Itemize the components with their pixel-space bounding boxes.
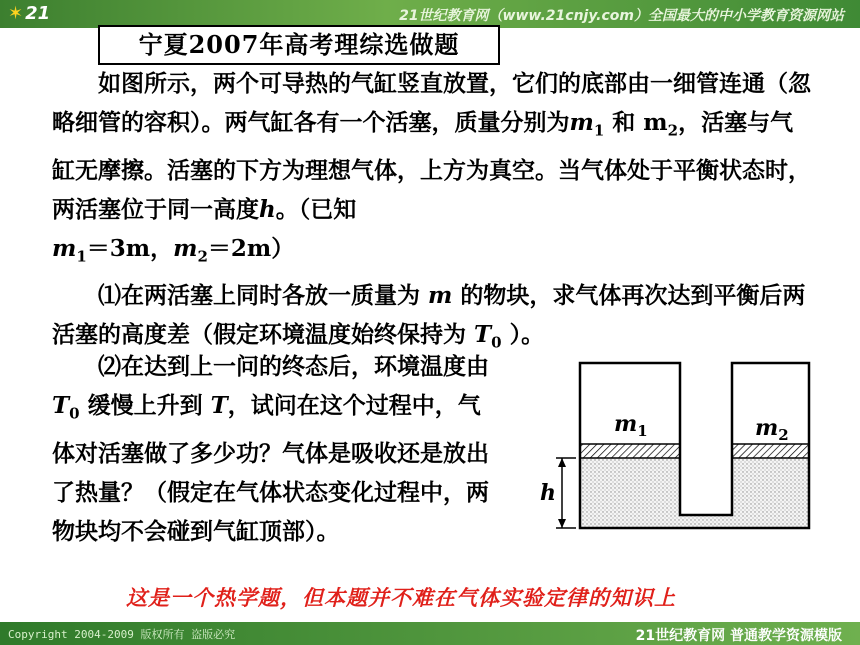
- sub-1: 1: [593, 121, 605, 140]
- conclusion-text: 这是一个热学题，但本题并不难在气体实验定律的知识上: [126, 586, 676, 610]
- site-logo[interactable]: [8, 3, 50, 24]
- given-m2-sub: 2: [197, 247, 208, 266]
- q1-var-m: m: [428, 282, 453, 310]
- logo-text: 21: [25, 3, 51, 24]
- footer-bar: [0, 622, 860, 645]
- q1-text-b: 的物块，求气体再次达到平衡后两活塞的高度差（假定环境温度始终保持为: [52, 282, 806, 349]
- intro-text-2: 和 m: [604, 109, 668, 136]
- gas-tube: [680, 515, 732, 528]
- h-arrow-top: [558, 458, 566, 467]
- q1-var-T: T: [474, 321, 492, 349]
- problem-intro: [52, 64, 814, 276]
- given-m1-sub: 1: [76, 247, 87, 266]
- label-m1: [614, 411, 648, 440]
- q2-text-c: ，试问在这个过程中，气体对活塞做了多少功？气体是吸收还是放出了热量？（假定在气体状态变化过程中，两物块均不会碰到气缸顶部）。: [52, 392, 489, 545]
- problem-text: [52, 64, 814, 363]
- label-m2: [755, 415, 789, 444]
- question-2-text: [52, 347, 492, 551]
- header-slogan: 21世纪教育网（www.21cnjy.com）全国最大的中小学教育资源网站: [399, 8, 844, 24]
- intro-text-4: 。（已知: [275, 195, 357, 223]
- piston-left: [580, 444, 680, 458]
- var-m1: m: [569, 109, 594, 136]
- label-m2-main: m: [755, 415, 779, 441]
- var-h: h: [259, 195, 276, 223]
- slide-title: 宁夏2007年高考理综选做题: [98, 25, 500, 65]
- cylinder-diagram: [530, 355, 830, 535]
- given-eq1: ＝3m，: [86, 234, 174, 262]
- gas-left: [580, 458, 680, 528]
- q2-text-b: 缓慢上升到: [79, 392, 211, 419]
- piston-right: [732, 444, 809, 458]
- given-m2: m: [173, 234, 198, 262]
- gas-right: [732, 458, 809, 528]
- q2-text-a: ⑵在达到上一问的终态后，环境温度由: [98, 353, 489, 380]
- q1-text-a: ⑴在两活塞上同时各放一质量为: [98, 282, 429, 310]
- label-h: h: [540, 480, 556, 506]
- copyright-text: Copyright 2004-2009 版权所有 盗版必究: [8, 628, 236, 641]
- given-m1: m: [52, 234, 77, 262]
- q2-T0-sub: 0: [69, 404, 80, 423]
- q2-var-T0: T: [52, 392, 70, 419]
- label-m2-sub: 2: [778, 426, 789, 444]
- q1-text-c: ）。: [501, 321, 545, 349]
- q1-T-sub: 0: [491, 333, 502, 352]
- label-m1-sub: 1: [637, 422, 648, 440]
- sub-2: 2: [667, 121, 679, 140]
- given-eq2: ＝2m）: [207, 234, 295, 262]
- question-2: [52, 347, 492, 551]
- h-arrow-bottom: [558, 519, 566, 528]
- footer-brand[interactable]: 21世纪教育网 普通教学资源模版: [635, 628, 842, 644]
- label-m1-main: m: [614, 411, 638, 437]
- q2-var-T: T: [210, 392, 228, 419]
- header-bar: [0, 0, 860, 28]
- intro-text-1: 如图所示，两个可导热的气缸竖直放置，它们的底部由一细管连通（忽略细管的容积）。两气缸各有一个活塞，质量分别为: [52, 70, 811, 136]
- star-icon: ✶: [8, 3, 24, 24]
- intro-text-3: ，活塞与气缸无摩擦。活塞的下方为理想气体，上方为真空。当气体处于平衡状态时，两活塞位于同一高度: [52, 109, 811, 223]
